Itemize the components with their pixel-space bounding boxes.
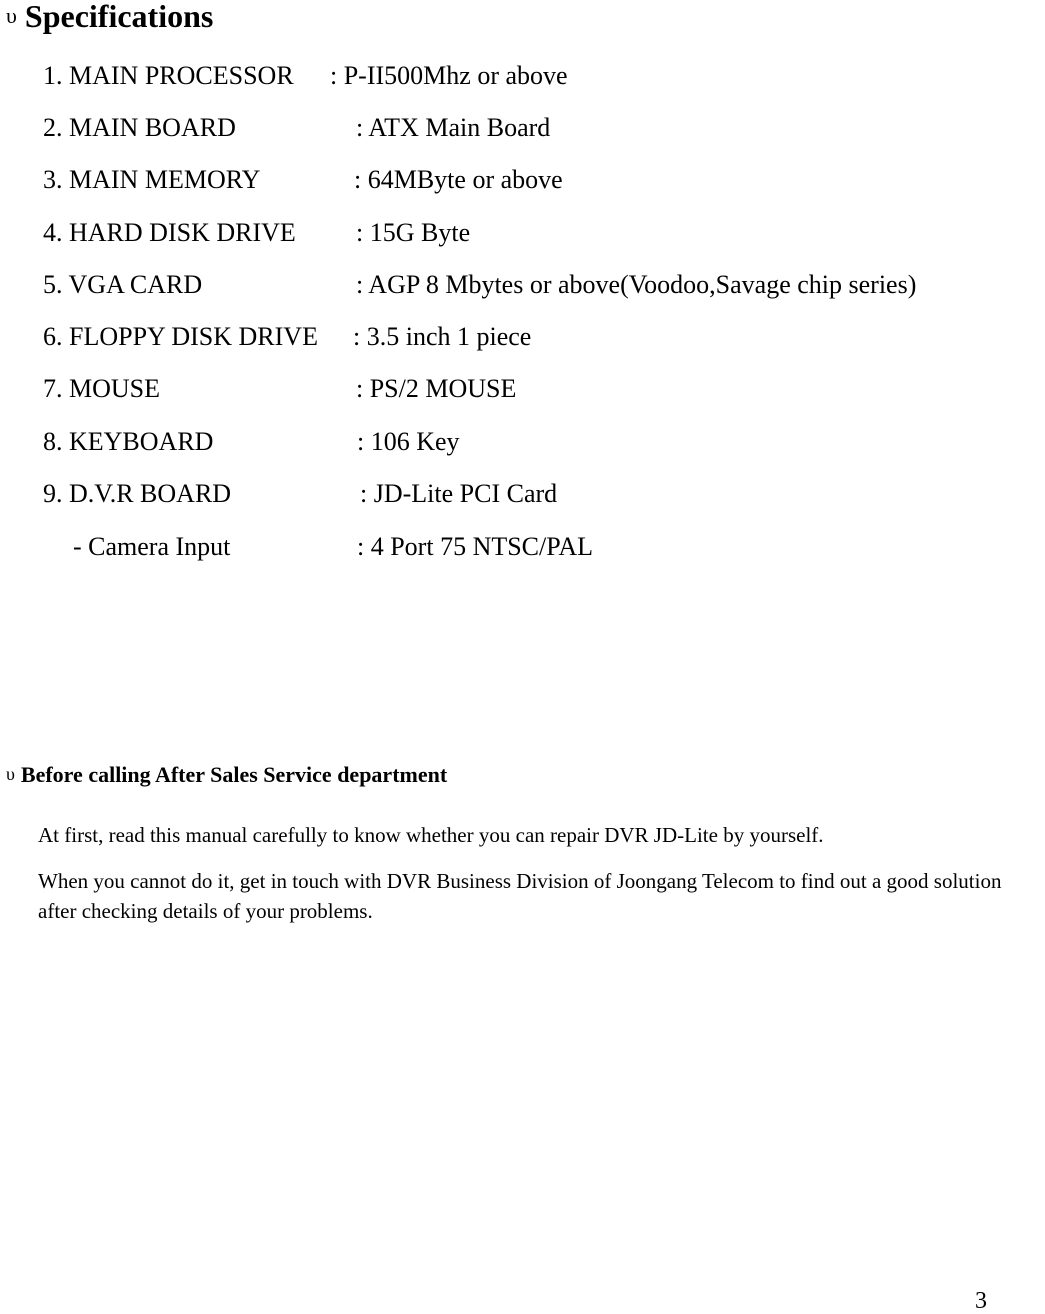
specifications-title: Specifications xyxy=(24,0,214,34)
spec-label: 3. MAIN MEMORY xyxy=(43,165,261,194)
spec-label: 9. D.V.R BOARD xyxy=(43,479,232,508)
spec-value: : PS/2 MOUSE xyxy=(356,374,517,403)
spec-value: : 64MByte or above xyxy=(354,165,563,194)
paragraph-read-manual: At first, read this manual carefully to know whether you can repair DVR JD-Lite by yourself. xyxy=(38,823,824,847)
spec-label: 2. MAIN BOARD xyxy=(43,113,236,142)
bullet-icon: υ xyxy=(6,764,15,784)
spec-label: - Camera Input xyxy=(73,532,231,561)
spec-label: 4. HARD DISK DRIVE xyxy=(43,218,296,247)
specifications-heading xyxy=(6,0,213,32)
bullet-icon: υ xyxy=(6,3,17,28)
spec-value: : P-II500Mhz or above xyxy=(330,61,568,90)
spec-value: : ATX Main Board xyxy=(356,113,551,142)
spec-label: 7. MOUSE xyxy=(43,374,161,403)
spec-label: 8. KEYBOARD xyxy=(43,427,214,456)
spec-value: : 15G Byte xyxy=(356,218,471,247)
spec-label: 6. FLOPPY DISK DRIVE xyxy=(43,322,318,351)
after-sales-heading xyxy=(6,761,447,788)
spec-value: : JD-Lite PCI Card xyxy=(360,479,558,508)
spec-value: : 4 Port 75 NTSC/PAL xyxy=(357,532,593,561)
spec-label: 5. VGA CARD xyxy=(43,270,203,299)
spec-value: : 106 Key xyxy=(357,427,460,456)
page-number: 3 xyxy=(975,1288,987,1314)
paragraph-contact: When you cannot do it, get in touch with DVR Business Division of Joongang Telecom to find out a good solution after checking details of your problems. xyxy=(38,869,1002,923)
spec-value: : AGP 8 Mbytes or above(Voodoo,Savage chip series) xyxy=(356,270,917,299)
after-sales-title: Before calling After Sales Service department xyxy=(20,762,448,787)
spec-value: : 3.5 inch 1 piece xyxy=(353,322,532,351)
spec-label: 1. MAIN PROCESSOR xyxy=(43,61,294,90)
